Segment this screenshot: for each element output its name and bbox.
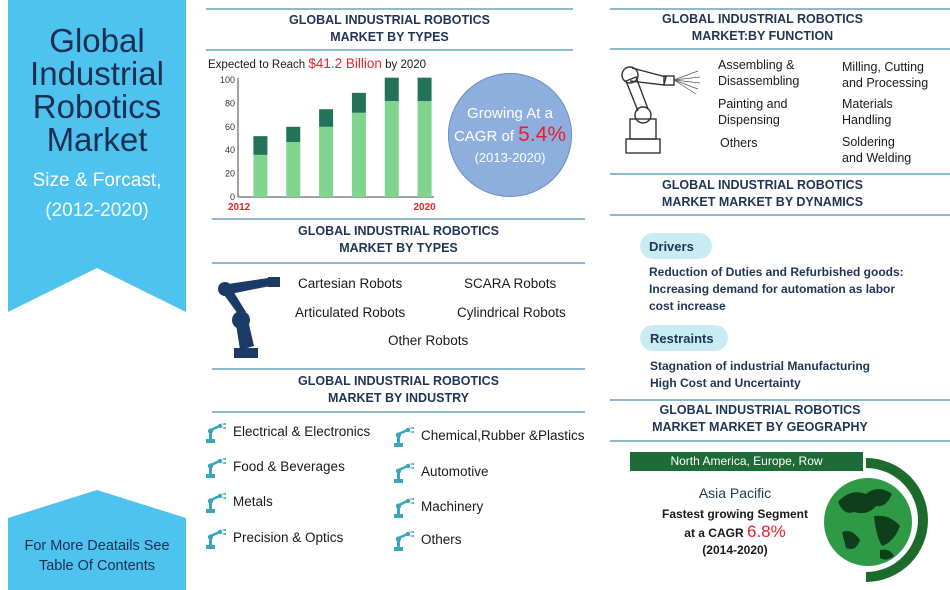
- types-bar-chart: [208, 70, 448, 215]
- divider: [610, 8, 950, 10]
- function-item: [718, 96, 788, 128]
- function-item-line: Assembling &: [718, 58, 795, 72]
- bar-segment-upper: [418, 78, 432, 101]
- geography-header: [610, 402, 910, 436]
- expected-value-caption: [208, 56, 426, 71]
- robot-type-item: Articulated Robots: [295, 305, 406, 320]
- cagr-years: (2013-2020): [474, 150, 546, 165]
- divider: [610, 399, 950, 401]
- function-item: [842, 134, 911, 166]
- header-line: GLOBAL INDUSTRIAL ROBOTICS: [659, 403, 861, 417]
- regions-bar-text: North America, Europe, Row: [670, 454, 823, 468]
- types-list-header: [212, 223, 585, 257]
- divider: [212, 262, 585, 264]
- divider: [212, 368, 585, 370]
- segment-years: (2014-2020): [702, 543, 768, 557]
- industry-item: Machinery: [421, 499, 484, 514]
- segment-line: Fastest growing Segment: [661, 507, 809, 521]
- industry-item: Chemical,Rubber &Plastics: [421, 428, 585, 443]
- restraints-label: Restraints: [650, 331, 714, 346]
- restraints-text: [650, 358, 870, 392]
- function-item-line: Milling, Cutting: [842, 60, 924, 74]
- function-item-line: Others: [720, 136, 758, 150]
- expected-prefix: Expected to Reach: [208, 59, 306, 71]
- robot-type-item: Cartesian Robots: [298, 276, 403, 291]
- regions-bar: [630, 452, 863, 471]
- bar-segment-upper: [319, 109, 333, 127]
- drivers-label: Drivers: [649, 239, 694, 254]
- function-item-line: Disassembling: [718, 74, 800, 88]
- drivers-line: Reduction of Duties and Refurbished goods:: [649, 265, 904, 279]
- header-line: MARKET BY TYPES: [330, 30, 449, 44]
- function-item-line: and Processing: [842, 76, 929, 90]
- industry-item: Electrical & Electronics: [233, 424, 371, 439]
- bar-segment-upper: [385, 78, 399, 101]
- cagr-rate: [448, 123, 572, 149]
- divider: [206, 8, 573, 10]
- toc-link-line: Table Of Contents: [38, 558, 156, 574]
- divider: [610, 48, 950, 50]
- industry-item: Food & Beverages: [233, 459, 345, 474]
- function-item-line: Painting and: [718, 97, 788, 111]
- divider: [610, 440, 950, 442]
- expected-value: $41.2 Billion: [308, 56, 382, 71]
- function-item: [842, 59, 928, 91]
- y-tick-label: 60: [224, 121, 235, 132]
- header-line: MARKET BY TYPES: [339, 241, 458, 255]
- asia-segment-text: [630, 506, 840, 559]
- robot-arm-icon: [204, 422, 228, 449]
- robot-type-item: SCARA Robots: [464, 276, 557, 291]
- bar-segment-lower: [286, 142, 300, 197]
- restraints-line: High Cost and Uncertainty: [650, 376, 801, 390]
- report-title-line: Industrial: [30, 55, 164, 92]
- report-subtitle-line: Size & Forcast,: [32, 170, 162, 191]
- header-line: GLOBAL INDUSTRIAL ROBOTICS: [662, 12, 863, 26]
- header-line: GLOBAL INDUSTRIAL ROBOTICS: [662, 178, 863, 192]
- robot-arm-icon: [392, 462, 416, 489]
- header-line: MARKET BY INDUSTRY: [328, 391, 469, 405]
- y-tick-label: 40: [224, 145, 235, 156]
- report-title: [8, 24, 186, 156]
- bar-segment-lower: [418, 101, 432, 197]
- bar-segment-upper: [286, 127, 300, 142]
- robot-arm-icon: [392, 497, 416, 524]
- painting-robot-icon: [616, 57, 702, 157]
- industry-header: [212, 373, 585, 407]
- bar-segment-lower: [319, 127, 333, 197]
- report-subtitle-line: (2012-2020): [45, 200, 149, 221]
- divider: [212, 218, 585, 220]
- header-line: GLOBAL INDUSTRIAL ROBOTICS: [298, 224, 499, 238]
- divider: [212, 411, 585, 413]
- divider: [206, 49, 573, 51]
- dynamics-header: [610, 177, 915, 211]
- report-title-line: Market: [46, 121, 148, 158]
- bar-segment-lower: [352, 113, 366, 197]
- cagr-prefix: CAGR of: [453, 128, 514, 145]
- restraints-line: Stagnation of industrial Manufacturing: [650, 359, 870, 373]
- report-subtitle: [8, 166, 186, 226]
- segment-value: 6.8%: [746, 522, 786, 541]
- report-title-line: Robotics: [32, 88, 162, 125]
- robot-arm-icon: [204, 457, 228, 484]
- robot-arm-icon: [392, 530, 416, 557]
- header-line: MARKET MARKET BY DYNAMICS: [661, 195, 864, 209]
- toc-link-line: For More Deatails See: [24, 538, 170, 554]
- y-tick-label: 0: [229, 192, 235, 202]
- robot-arm-icon: [204, 528, 228, 555]
- y-tick-label: 20: [224, 168, 235, 179]
- industry-item: Others: [421, 532, 462, 547]
- cagr-value: 5.4%: [518, 123, 567, 146]
- expected-suffix: by 2020: [385, 59, 427, 71]
- header-line: MARKET:BY FUNCTION: [691, 29, 834, 43]
- divider: [610, 214, 950, 216]
- y-tick-label: 100: [219, 75, 235, 85]
- industry-item: Automotive: [421, 464, 489, 479]
- header-line: GLOBAL INDUSTRIAL ROBOTICS: [289, 13, 490, 27]
- function-item-line: Soldering: [842, 135, 895, 149]
- report-title-line: Global: [49, 22, 145, 59]
- industry-item: Metals: [233, 494, 273, 509]
- function-item-line: Handling: [842, 113, 892, 127]
- function-item-line: Dispensing: [718, 113, 780, 127]
- bar-segment-upper: [352, 93, 366, 113]
- function-header: [610, 11, 915, 45]
- divider: [610, 173, 950, 175]
- bar-segment-upper: [253, 136, 267, 155]
- drivers-line: Increasing demand for automation as labor: [649, 282, 896, 296]
- drivers-line: cost increase: [649, 299, 726, 313]
- function-item: [842, 96, 893, 128]
- industry-item: Precision & Optics: [233, 530, 344, 545]
- left-panel: [0, 0, 186, 590]
- function-item-line: and Welding: [842, 151, 912, 165]
- function-item: [720, 135, 758, 151]
- bar-segment-lower: [385, 101, 399, 197]
- function-item-line: Materials: [842, 97, 893, 111]
- robot-type-item: Other Robots: [388, 333, 469, 348]
- header-line: MARKET MARKET BY GEOGRAPHY: [652, 420, 868, 434]
- drivers-text: [649, 264, 904, 315]
- robot-arm-icon: [392, 426, 416, 453]
- segment-cagr: [630, 523, 840, 542]
- y-tick-label: 80: [224, 98, 235, 109]
- header-line: GLOBAL INDUSTRIAL ROBOTICS: [298, 374, 499, 388]
- cagr-line: Growing At a: [467, 105, 553, 122]
- cagr-circle: [448, 73, 572, 197]
- toc-link[interactable]: [8, 536, 186, 576]
- bar-segment-lower: [253, 155, 267, 197]
- robot-type-item: Cylindrical Robots: [457, 305, 566, 320]
- asia-pacific-title: Asia Pacific: [698, 485, 772, 501]
- function-item: [718, 57, 799, 89]
- segment-prefix: at a CAGR: [684, 526, 744, 540]
- x-tick-label: 2012: [228, 202, 251, 213]
- types-chart-header: [206, 12, 573, 46]
- robot-arm-icon: [204, 492, 228, 519]
- articulated-robot-icon: [214, 272, 284, 362]
- x-tick-label: 2020: [413, 202, 436, 213]
